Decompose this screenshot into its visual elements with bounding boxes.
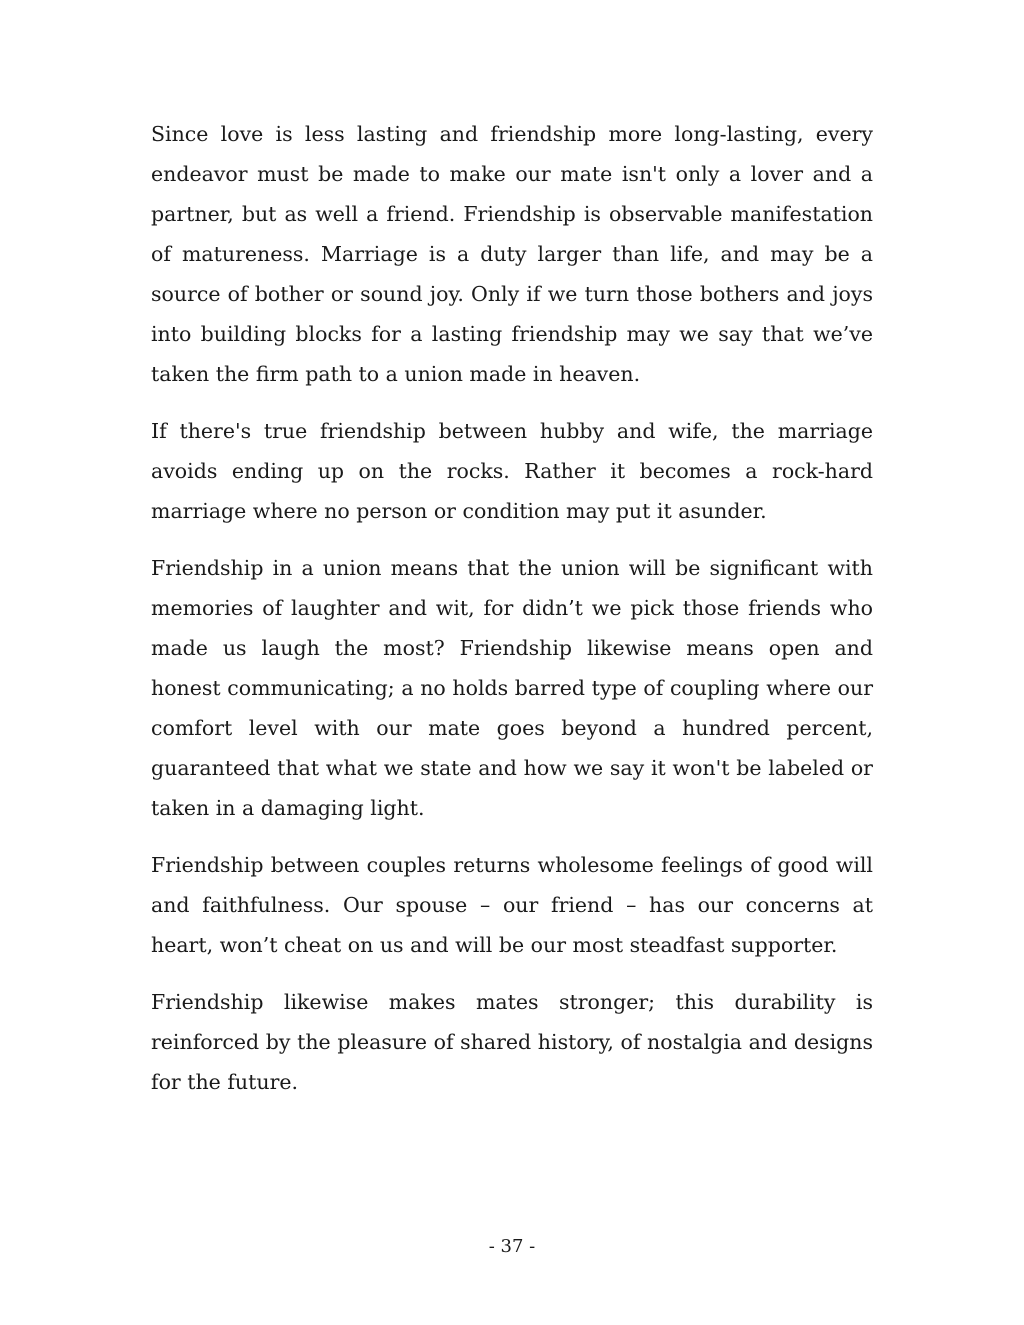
paragraph-4: Friendship between couples returns wholesome feelings of good will and faithfulness. Our spouse – our friend – has our concerns at heart, won’t cheat on us and will be our most steadfast supporter. xyxy=(151,853,873,957)
body-text xyxy=(151,114,873,1119)
paragraph-5: Friendship likewise makes mates stronger; this durability is reinforced by the pleasure of shared history, of nostalgia and designs for the future. xyxy=(151,990,873,1094)
paragraph-3: Friendship in a union means that the union will be significant with memories of laughter and wit, for didn’t we pick those friends who made us laugh the most? Friendship likewise means open and honest communicating; a no holds barred type of coupling where our comfort level with our mate goes beyond a hundred percent, guaranteed that what we state and how we say it won't be labeled or taken in a damaging light. xyxy=(151,556,873,820)
paragraph-2: If there's true friendship between hubby and wife, the marriage avoids ending up on the rocks. Rather it becomes a rock-hard marriage where no person or condition may put it asunder. xyxy=(151,419,873,523)
page-number: - 37 - xyxy=(488,1236,536,1257)
paragraph-1: Since love is less lasting and friendship more long-lasting, every endeavor must be made to make our mate isn't only a lover and a partner, but as well a friend. Friendship is observable manifestation of matureness. Marriage is a duty larger than life, and may be a source of bother or sound joy. Only if we turn those bothers and joys into building blocks for a lasting friendship may we say that we’ve taken the firm path to a union made in heaven. xyxy=(151,122,873,386)
